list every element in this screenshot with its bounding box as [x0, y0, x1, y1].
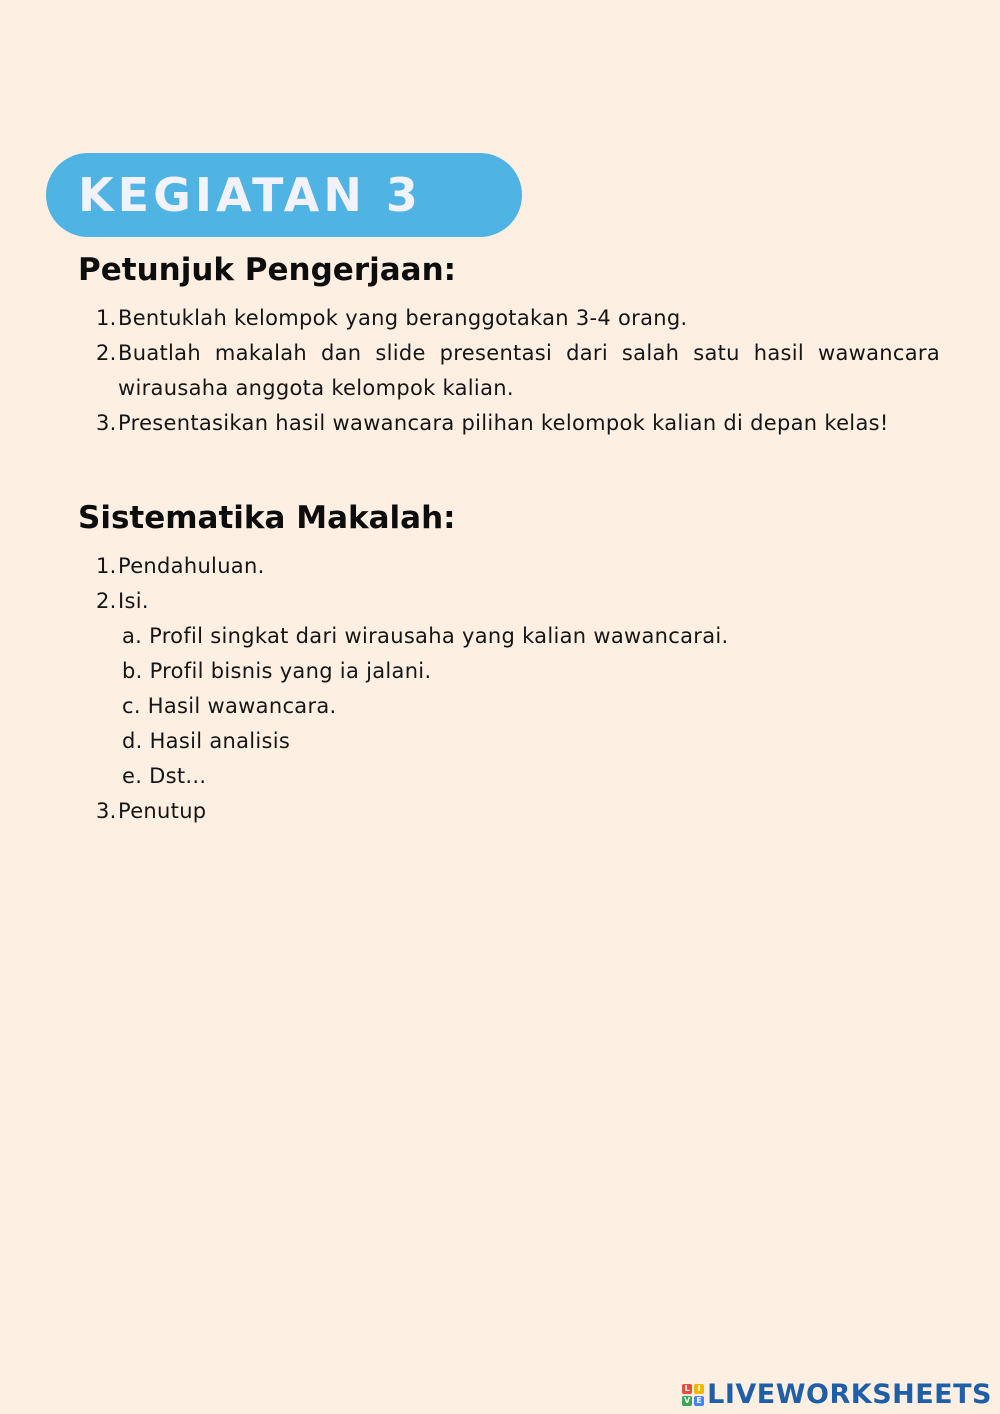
list-number: 1.: [96, 306, 117, 330]
list-number: 2.: [96, 589, 117, 613]
list-item-text: Penutup: [118, 799, 207, 823]
list-item: [0, 406, 940, 441]
list-item: [0, 794, 940, 829]
list-item-text: Isi.: [118, 589, 149, 613]
list-item: [0, 301, 940, 336]
paper-structure-heading: Sistematika Makalah:: [78, 500, 456, 536]
paper-structure-list: [0, 549, 1000, 829]
logo-letter: V: [684, 1395, 691, 1405]
list-item-text: Presentasikan hasil wawancara pilihan kelompok kalian di depan kelas!: [118, 411, 889, 435]
logo-letter: L: [682, 1384, 692, 1394]
logo-letter: I: [694, 1384, 704, 1394]
list-item-text: Bentuklah kelompok yang beranggotakan 3-4 orang.: [118, 306, 688, 330]
content-sublist: [118, 619, 940, 794]
activity-title: KEGIATAN 3: [78, 168, 422, 222]
liveworksheets-watermark: [682, 1379, 992, 1410]
activity-banner: [46, 153, 522, 237]
list-number: 3.: [96, 411, 117, 435]
sublist-item: d. Hasil analisis: [122, 729, 291, 753]
list-number: 1.: [96, 554, 117, 578]
sublist-item: e. Dst...: [122, 764, 207, 788]
list-item-text: Buatlah makalah dan slide presentasi dari salah satu hasil wawancara wirausaha anggota kelompok kalian.: [118, 341, 940, 400]
logo-letter: E: [694, 1396, 704, 1406]
sublist-item: a. Profil singkat dari wirausaha yang kalian wawancarai.: [122, 624, 729, 648]
list-number: 2.: [96, 341, 117, 365]
sublist-item: c. Hasil wawancara.: [122, 694, 337, 718]
instructions-list: [0, 301, 1000, 441]
list-item: [0, 336, 940, 406]
list-number: 3.: [96, 799, 117, 823]
instructions-heading: Petunjuk Pengerjaan:: [78, 252, 457, 288]
liveworksheets-logo-icon: [682, 1384, 704, 1406]
list-item: [0, 549, 940, 584]
sublist-item: b. Profil bisnis yang ia jalani.: [122, 659, 432, 683]
brand-name: LIVEWORKSHEETS: [707, 1379, 992, 1410]
list-item-text: Pendahuluan.: [118, 554, 265, 578]
list-item: [0, 584, 940, 794]
